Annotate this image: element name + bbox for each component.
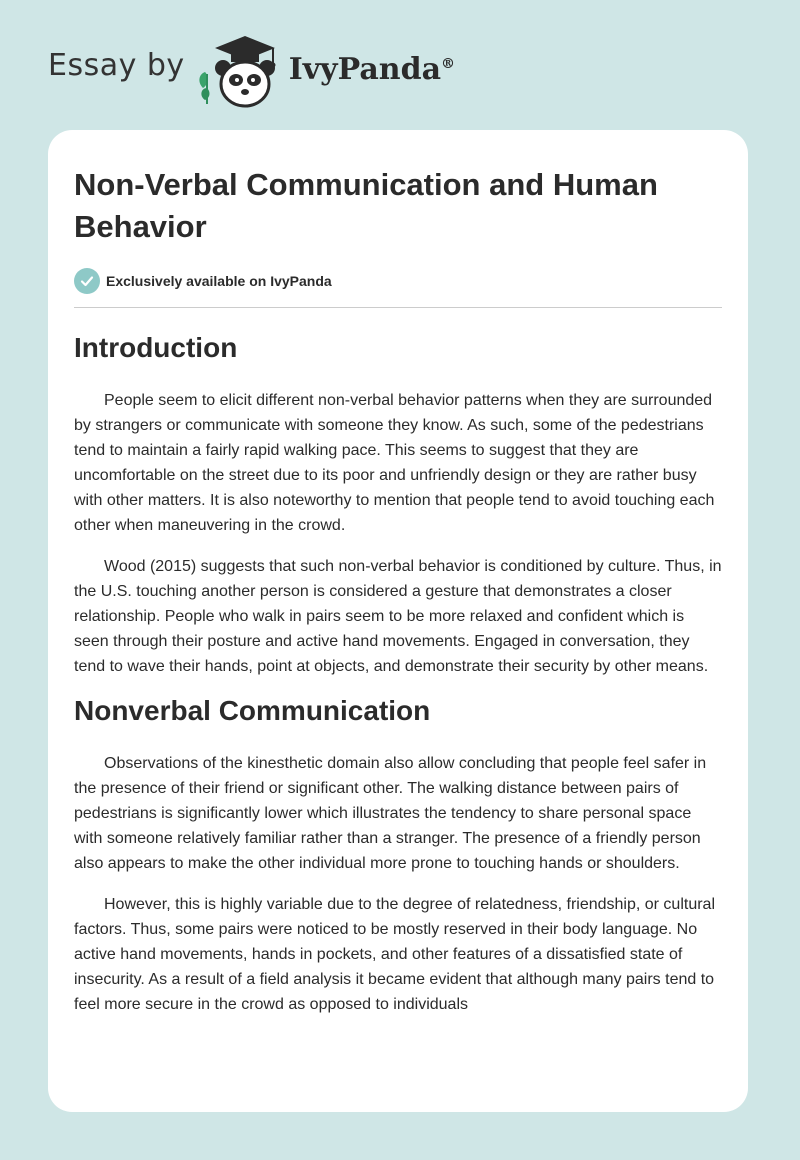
ivypanda-logo-icon[interactable]: [193, 30, 285, 110]
page-title: Non-Verbal Communication and Human Behavior: [74, 167, 658, 244]
essay-by-label: Essay by: [48, 47, 185, 83]
paragraph: However, this is highly variable due to the degree of relatedness, friendship, or cultural factors. Thus, some pairs were noticed to be mostly reserved in their body language. No active hand movements, hands in pockets, and other features of a dissatisfied state of insecurity. As a result of a field analysis it became evident that although many pairs tend to feel more secure in the crowd as opposed to individuals: [74, 896, 716, 1013]
registered-mark: ®: [441, 55, 456, 72]
paragraph: People seem to elicit different non-verbal behavior patterns when they are surrounded by strangers or communicate with someone they know. As such, some of the pedestrians tend to maintain a fairly rapid walking pace. This seems to suggest that they are uncomfortable on the street due to its poor and unfriendly design or they are rather busy with other matters. It is also noteworthy to mention that people tend to avoid touching each other when maneuvering in the crowd.: [74, 392, 715, 534]
section-heading-introduction: Introduction: [74, 332, 238, 363]
badge-label: Exclusively available on IvyPanda: [106, 273, 332, 289]
brand-name[interactable]: IvyPanda®: [288, 51, 456, 87]
check-icon: [74, 268, 100, 294]
section-body-nonverbal-communication: [74, 751, 722, 1017]
divider: [74, 307, 722, 308]
paragraph: Wood (2015) suggests that such non-verbal behavior is conditioned by culture. Thus, in the U.S. touching another person is considered a gesture that demonstrates a closer relationship. People who walk in pairs seem to be more relaxed and confident which is seen through their posture and active hand movements. Engaged in conversation, they tend to wave their hands, point at objects, and demonstrate their security by other means.: [74, 558, 722, 675]
section-body-introduction: [74, 388, 722, 679]
paragraph: Observations of the kinesthetic domain also allow concluding that people feel safer in the presence of their friend or significant other. The walking distance between pairs of pedestrians is significantly lower which illustrates the tendency to share personal space with someone relatively familiar rather than a stranger. The presence of a friendly person also appears to make the other individual more prone to touching hands or shoulders.: [74, 755, 707, 872]
section-heading-nonverbal-communication: Nonverbal Communication: [74, 695, 431, 726]
exclusive-badge: [74, 268, 722, 294]
essay-card: [48, 130, 748, 1112]
site-header: [48, 30, 455, 110]
